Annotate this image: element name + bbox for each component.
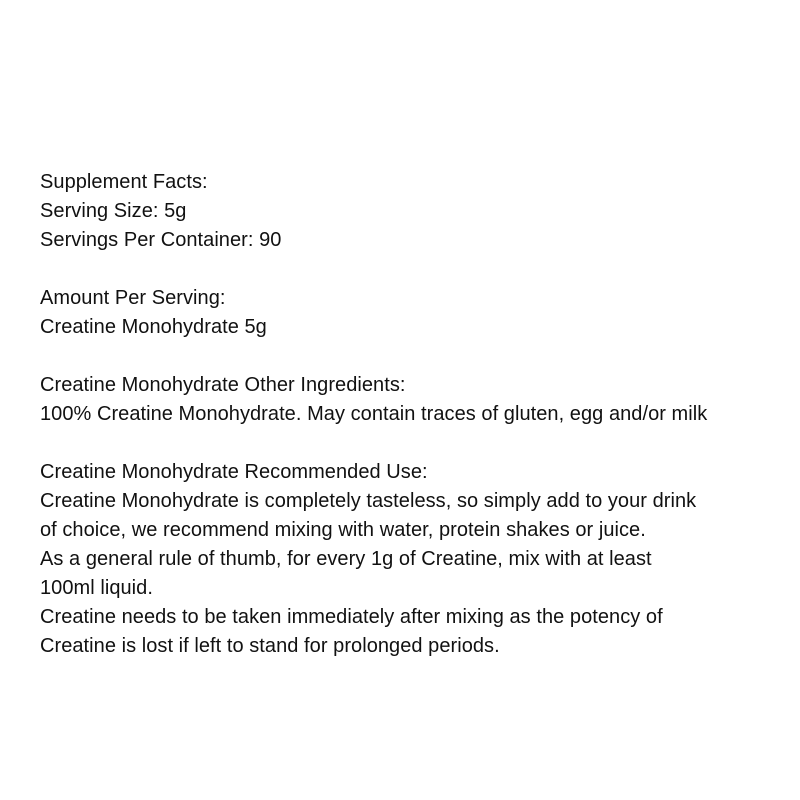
amount-heading: Amount Per Serving: [40,287,226,309]
spacer [40,342,790,371]
servings-per-container: Servings Per Container: 90 [40,229,282,251]
supplement-facts-text [40,168,790,661]
usage-line: Creatine needs to be taken immediately after mixing as the potency of [40,606,663,628]
amount-item: Creatine Monohydrate 5g [40,316,267,338]
usage-line: Creatine is lost if left to stand for prolonged periods. [40,635,500,657]
usage-line: Creatine Monohydrate is completely tasteless, so simply add to your drink [40,490,697,512]
usage-line: of choice, we recommend mixing with water, protein shakes or juice. [40,519,646,541]
ingredients-section [40,371,790,429]
usage-line: 100ml liquid. [40,577,153,599]
spacer [40,429,790,458]
facts-section [40,168,790,255]
usage-line: As a general rule of thumb, for every 1g of Creatine, mix with at least [40,548,652,570]
usage-section [40,458,790,661]
ingredients-heading: Creatine Monohydrate Other Ingredients: [40,374,406,396]
usage-heading: Creatine Monohydrate Recommended Use: [40,461,428,483]
ingredients-text: 100% Creatine Monohydrate. May contain traces of gluten, egg and/or milk [40,403,708,425]
amount-section [40,284,790,342]
facts-heading: Supplement Facts: [40,171,208,193]
serving-size: Serving Size: 5g [40,200,187,222]
spacer [40,255,790,284]
